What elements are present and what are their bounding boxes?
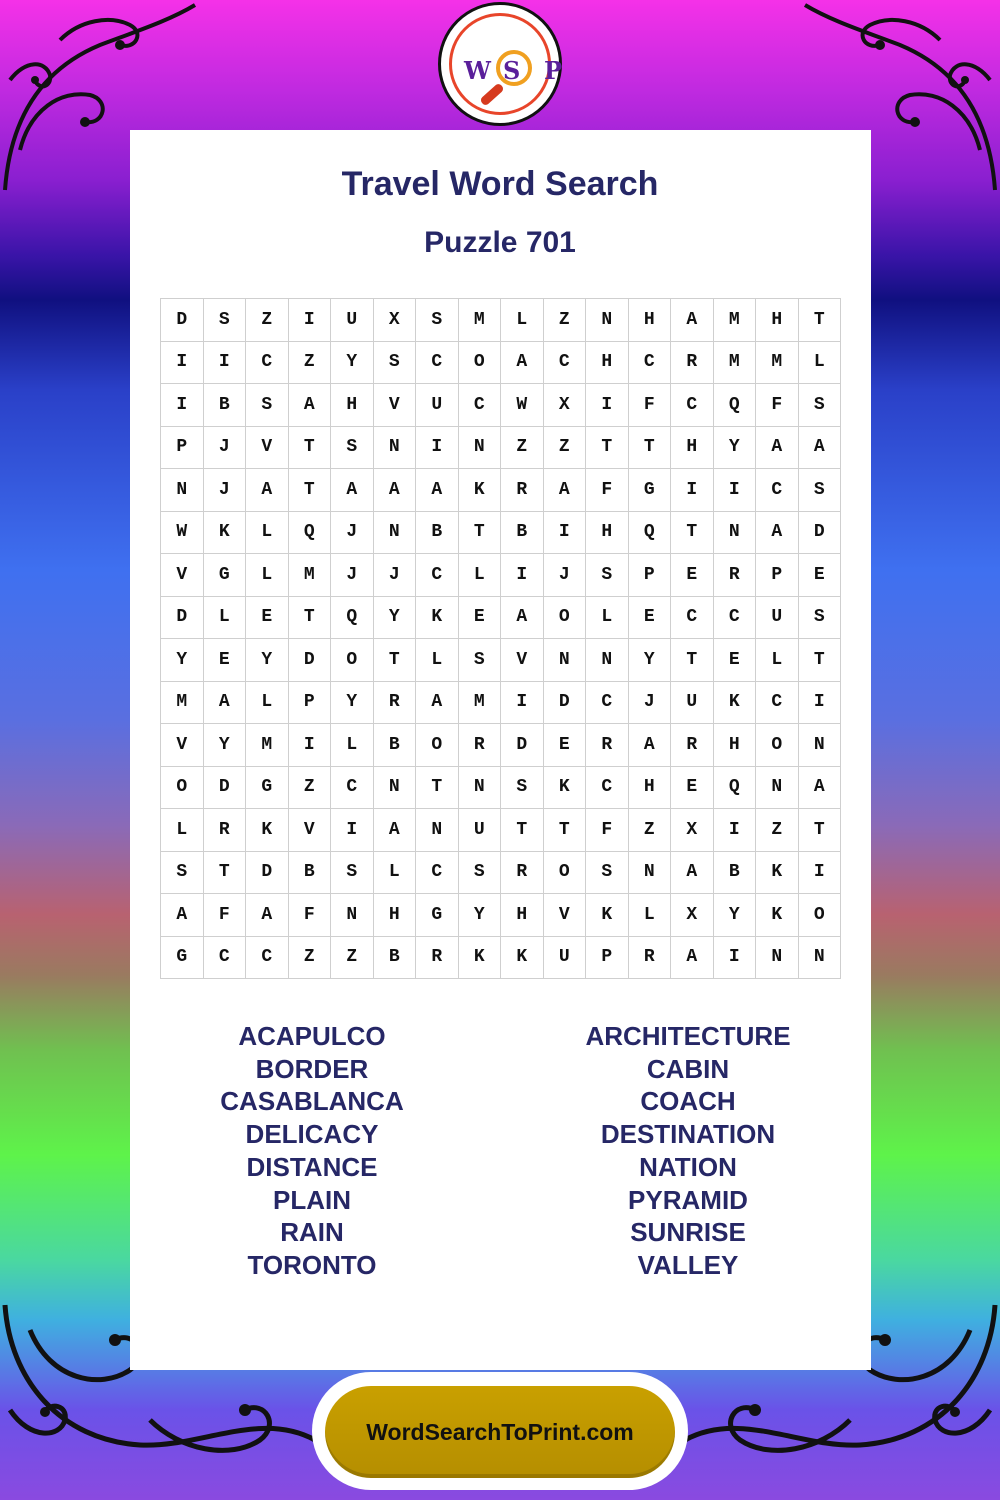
- grid-cell[interactable]: U: [544, 937, 587, 980]
- grid-cell[interactable]: R: [204, 809, 247, 852]
- grid-cell[interactable]: P: [629, 554, 672, 597]
- grid-cell[interactable]: T: [459, 512, 502, 555]
- grid-cell[interactable]: H: [374, 894, 417, 937]
- grid-cell[interactable]: E: [714, 639, 757, 682]
- grid-cell[interactable]: N: [331, 894, 374, 937]
- grid-cell[interactable]: L: [586, 597, 629, 640]
- grid-cell[interactable]: C: [671, 597, 714, 640]
- grid-cell[interactable]: C: [586, 767, 629, 810]
- grid-cell[interactable]: T: [799, 639, 842, 682]
- grid-cell[interactable]: V: [161, 724, 204, 767]
- grid-cell[interactable]: Y: [629, 639, 672, 682]
- grid-cell[interactable]: R: [714, 554, 757, 597]
- grid-cell[interactable]: H: [629, 299, 672, 342]
- grid-cell[interactable]: X: [374, 299, 417, 342]
- grid-cell[interactable]: H: [714, 724, 757, 767]
- grid-cell[interactable]: D: [161, 597, 204, 640]
- logo[interactable]: [438, 2, 562, 126]
- grid-cell[interactable]: F: [586, 469, 629, 512]
- grid-cell[interactable]: T: [374, 639, 417, 682]
- grid-cell[interactable]: S: [204, 299, 247, 342]
- grid-cell[interactable]: W: [161, 512, 204, 555]
- grid-cell[interactable]: S: [374, 342, 417, 385]
- grid-cell[interactable]: B: [374, 937, 417, 980]
- grid-cell[interactable]: S: [459, 852, 502, 895]
- grid-cell[interactable]: J: [204, 469, 247, 512]
- grid-cell[interactable]: I: [416, 427, 459, 470]
- grid-cell[interactable]: M: [714, 299, 757, 342]
- grid-cell[interactable]: M: [161, 682, 204, 725]
- word-list-item: TORONTO: [247, 1249, 377, 1280]
- grid-cell[interactable]: Z: [289, 342, 332, 385]
- grid-cell[interactable]: M: [289, 554, 332, 597]
- grid-cell[interactable]: I: [331, 809, 374, 852]
- grid-cell[interactable]: L: [629, 894, 672, 937]
- grid-cell[interactable]: K: [756, 852, 799, 895]
- grid-cell[interactable]: C: [544, 342, 587, 385]
- grid-cell[interactable]: N: [374, 512, 417, 555]
- grid-cell[interactable]: N: [586, 639, 629, 682]
- grid-cell[interactable]: Y: [374, 597, 417, 640]
- grid-cell[interactable]: L: [756, 639, 799, 682]
- grid-cell[interactable]: I: [799, 852, 842, 895]
- grid-cell[interactable]: C: [246, 342, 289, 385]
- grid-cell[interactable]: O: [416, 724, 459, 767]
- grid-cell[interactable]: R: [459, 724, 502, 767]
- grid-cell[interactable]: G: [246, 767, 289, 810]
- grid-cell[interactable]: A: [501, 597, 544, 640]
- grid-cell[interactable]: O: [331, 639, 374, 682]
- word-list-item: NATION: [639, 1151, 737, 1182]
- grid-cell[interactable]: V: [161, 554, 204, 597]
- grid-cell[interactable]: D: [501, 724, 544, 767]
- grid-cell[interactable]: T: [671, 639, 714, 682]
- grid-cell[interactable]: E: [459, 597, 502, 640]
- grid-cell[interactable]: N: [374, 767, 417, 810]
- grid-cell[interactable]: A: [374, 469, 417, 512]
- grid-cell[interactable]: C: [756, 682, 799, 725]
- grid-cell[interactable]: O: [756, 724, 799, 767]
- grid-cell[interactable]: L: [416, 639, 459, 682]
- grid-cell[interactable]: R: [501, 852, 544, 895]
- grid-cell[interactable]: I: [714, 809, 757, 852]
- grid-cell[interactable]: N: [459, 427, 502, 470]
- grid-cell[interactable]: K: [714, 682, 757, 725]
- grid-cell[interactable]: A: [416, 469, 459, 512]
- grid-cell[interactable]: C: [416, 852, 459, 895]
- grid-cell[interactable]: J: [204, 427, 247, 470]
- grid-cell[interactable]: N: [416, 809, 459, 852]
- page-title: Travel Word Search: [341, 165, 659, 203]
- grid-cell[interactable]: T: [799, 809, 842, 852]
- grid-cell[interactable]: U: [756, 597, 799, 640]
- word-list-item: SUNRISE: [630, 1217, 746, 1248]
- grid-cell[interactable]: K: [459, 469, 502, 512]
- grid-cell[interactable]: R: [586, 724, 629, 767]
- grid-cell[interactable]: L: [204, 597, 247, 640]
- grid-cell[interactable]: H: [671, 427, 714, 470]
- grid-cell[interactable]: Q: [289, 512, 332, 555]
- grid-cell[interactable]: S: [246, 384, 289, 427]
- website-button[interactable]: WordSearchToPrint.com: [325, 1386, 675, 1478]
- grid-cell[interactable]: J: [374, 554, 417, 597]
- grid-cell[interactable]: I: [501, 554, 544, 597]
- grid-cell[interactable]: E: [671, 554, 714, 597]
- word-list-item: CABIN: [646, 1053, 730, 1084]
- grid-cell[interactable]: J: [544, 554, 587, 597]
- grid-cell[interactable]: T: [586, 427, 629, 470]
- grid-cell[interactable]: A: [756, 427, 799, 470]
- grid-cell[interactable]: V: [289, 809, 332, 852]
- grid-cell[interactable]: C: [416, 554, 459, 597]
- grid-cell[interactable]: A: [799, 427, 842, 470]
- grid-cell[interactable]: N: [374, 427, 417, 470]
- word-list-item: CASABLANCA: [220, 1086, 404, 1117]
- grid-cell[interactable]: I: [501, 682, 544, 725]
- grid-cell[interactable]: L: [459, 554, 502, 597]
- grid-cell[interactable]: A: [204, 682, 247, 725]
- grid-cell[interactable]: F: [586, 809, 629, 852]
- grid-cell[interactable]: M: [246, 724, 289, 767]
- grid-cell[interactable]: A: [416, 682, 459, 725]
- grid-cell[interactable]: Z: [289, 937, 332, 980]
- grid-cell[interactable]: S: [416, 299, 459, 342]
- grid-cell[interactable]: B: [289, 852, 332, 895]
- grid-cell[interactable]: Y: [714, 427, 757, 470]
- grid-cell[interactable]: E: [544, 724, 587, 767]
- grid-cell[interactable]: I: [671, 469, 714, 512]
- grid-cell[interactable]: Y: [459, 894, 502, 937]
- grid-cell[interactable]: T: [416, 767, 459, 810]
- grid-cell[interactable]: E: [671, 767, 714, 810]
- grid-cell[interactable]: A: [289, 384, 332, 427]
- grid-cell[interactable]: E: [799, 554, 842, 597]
- grid-cell[interactable]: Q: [714, 767, 757, 810]
- grid-cell[interactable]: Q: [629, 512, 672, 555]
- grid-cell[interactable]: K: [756, 894, 799, 937]
- grid-cell[interactable]: A: [671, 937, 714, 980]
- word-list-item: BORDER: [255, 1053, 369, 1084]
- grid-cell[interactable]: N: [756, 767, 799, 810]
- grid-cell[interactable]: Z: [544, 427, 587, 470]
- grid-cell[interactable]: Z: [289, 767, 332, 810]
- grid-cell[interactable]: Q: [714, 384, 757, 427]
- grid-cell[interactable]: E: [246, 597, 289, 640]
- word-list-item: PLAIN: [273, 1184, 351, 1215]
- grid-cell[interactable]: Y: [331, 342, 374, 385]
- grid-cell[interactable]: G: [204, 554, 247, 597]
- grid-cell[interactable]: A: [161, 894, 204, 937]
- grid-cell[interactable]: H: [586, 512, 629, 555]
- grid-cell[interactable]: A: [799, 767, 842, 810]
- grid-cell[interactable]: Y: [331, 682, 374, 725]
- grid-cell[interactable]: S: [586, 554, 629, 597]
- word-list-item: ARCHITECTURE: [585, 1021, 791, 1051]
- grid-cell[interactable]: A: [544, 469, 587, 512]
- grid-cell[interactable]: Z: [544, 299, 587, 342]
- grid-cell[interactable]: S: [331, 852, 374, 895]
- grid-cell[interactable]: O: [799, 894, 842, 937]
- grid-cell[interactable]: U: [331, 299, 374, 342]
- grid-cell[interactable]: N: [756, 937, 799, 980]
- grid-cell[interactable]: S: [161, 852, 204, 895]
- grid-cell[interactable]: M: [459, 682, 502, 725]
- grid-cell[interactable]: N: [459, 767, 502, 810]
- grid-cell[interactable]: Z: [629, 809, 672, 852]
- grid-cell[interactable]: R: [501, 469, 544, 512]
- grid-cell[interactable]: E: [204, 639, 247, 682]
- grid-cell[interactable]: Z: [331, 937, 374, 980]
- word-list-item: PYRAMID: [628, 1184, 748, 1215]
- grid-cell[interactable]: O: [544, 852, 587, 895]
- grid-cell[interactable]: A: [671, 299, 714, 342]
- word-list-item: DISTANCE: [246, 1151, 378, 1182]
- grid-cell[interactable]: X: [544, 384, 587, 427]
- grid-cell[interactable]: N: [799, 724, 842, 767]
- grid-cell[interactable]: K: [459, 937, 502, 980]
- grid-cell[interactable]: A: [246, 894, 289, 937]
- grid-cell[interactable]: R: [629, 937, 672, 980]
- grid-cell[interactable]: G: [629, 469, 672, 512]
- grid-cell[interactable]: N: [799, 937, 842, 980]
- grid-cell[interactable]: S: [586, 852, 629, 895]
- grid-cell[interactable]: T: [501, 809, 544, 852]
- grid-cell[interactable]: R: [374, 682, 417, 725]
- grid-cell[interactable]: F: [629, 384, 672, 427]
- grid-cell[interactable]: Y: [204, 724, 247, 767]
- grid-cell[interactable]: N: [544, 639, 587, 682]
- letter-grid: [160, 298, 841, 979]
- grid-cell[interactable]: C: [331, 767, 374, 810]
- grid-cell[interactable]: U: [459, 809, 502, 852]
- grid-cell[interactable]: I: [161, 342, 204, 385]
- grid-cell[interactable]: Z: [501, 427, 544, 470]
- grid-cell[interactable]: E: [629, 597, 672, 640]
- grid-cell[interactable]: A: [374, 809, 417, 852]
- grid-cell[interactable]: T: [204, 852, 247, 895]
- grid-cell[interactable]: M: [459, 299, 502, 342]
- logo-letter: S: [503, 56, 521, 85]
- grid-cell[interactable]: I: [161, 384, 204, 427]
- grid-cell[interactable]: G: [161, 937, 204, 980]
- grid-cell[interactable]: S: [501, 767, 544, 810]
- grid-cell[interactable]: H: [586, 342, 629, 385]
- grid-cell[interactable]: L: [501, 299, 544, 342]
- word-list-item: VALLEY: [637, 1249, 739, 1280]
- word-list-left: [132, 1020, 492, 1282]
- word-list-item: ACAPULCO: [238, 1021, 386, 1051]
- grid-cell[interactable]: B: [714, 852, 757, 895]
- grid-cell[interactable]: K: [204, 512, 247, 555]
- grid-cell[interactable]: J: [331, 512, 374, 555]
- grid-cell[interactable]: I: [204, 342, 247, 385]
- grid-cell[interactable]: H: [331, 384, 374, 427]
- word-list-item: COACH: [640, 1086, 736, 1117]
- magnifier-handle: [479, 82, 504, 106]
- grid-cell[interactable]: L: [161, 809, 204, 852]
- grid-cell[interactable]: N: [586, 299, 629, 342]
- grid-cell[interactable]: T: [629, 427, 672, 470]
- grid-cell[interactable]: O: [544, 597, 587, 640]
- grid-cell[interactable]: P: [756, 554, 799, 597]
- grid-cell[interactable]: B: [416, 512, 459, 555]
- grid-cell[interactable]: L: [246, 554, 289, 597]
- grid-cell[interactable]: D: [246, 852, 289, 895]
- grid-cell[interactable]: C: [586, 682, 629, 725]
- grid-cell[interactable]: L: [799, 342, 842, 385]
- grid-cell[interactable]: F: [204, 894, 247, 937]
- grid-cell[interactable]: H: [629, 767, 672, 810]
- grid-cell[interactable]: X: [671, 809, 714, 852]
- logo-letter: P: [544, 56, 563, 85]
- grid-cell[interactable]: T: [799, 299, 842, 342]
- logo-ring: [449, 13, 563, 115]
- grid-cell[interactable]: N: [161, 469, 204, 512]
- grid-cell[interactable]: I: [544, 512, 587, 555]
- grid-cell[interactable]: C: [204, 937, 247, 980]
- grid-cell[interactable]: J: [629, 682, 672, 725]
- grid-cell[interactable]: V: [246, 427, 289, 470]
- grid-cell[interactable]: M: [756, 342, 799, 385]
- grid-cell[interactable]: H: [501, 894, 544, 937]
- grid-cell[interactable]: B: [374, 724, 417, 767]
- grid-cell[interactable]: J: [331, 554, 374, 597]
- word-list-item: RAIN: [280, 1217, 344, 1248]
- grid-cell[interactable]: A: [246, 469, 289, 512]
- grid-cell[interactable]: V: [501, 639, 544, 682]
- grid-cell[interactable]: Y: [161, 639, 204, 682]
- grid-cell[interactable]: D: [161, 299, 204, 342]
- grid-cell[interactable]: C: [246, 937, 289, 980]
- grid-cell[interactable]: I: [289, 724, 332, 767]
- grid-cell[interactable]: P: [586, 937, 629, 980]
- grid-cell[interactable]: T: [289, 597, 332, 640]
- grid-cell[interactable]: K: [246, 809, 289, 852]
- grid-cell[interactable]: L: [246, 682, 289, 725]
- grid-cell[interactable]: X: [671, 894, 714, 937]
- grid-cell[interactable]: P: [289, 682, 332, 725]
- grid-cell[interactable]: K: [544, 767, 587, 810]
- word-list-item: DELICACY: [245, 1119, 379, 1150]
- grid-cell[interactable]: S: [799, 384, 842, 427]
- grid-cell[interactable]: Z: [246, 299, 289, 342]
- grid-cell[interactable]: A: [331, 469, 374, 512]
- grid-cell[interactable]: K: [416, 597, 459, 640]
- grid-cell[interactable]: C: [756, 469, 799, 512]
- grid-cell[interactable]: A: [629, 724, 672, 767]
- grid-cell[interactable]: T: [289, 427, 332, 470]
- grid-cell[interactable]: N: [714, 512, 757, 555]
- grid-cell[interactable]: Z: [756, 809, 799, 852]
- grid-cell[interactable]: D: [289, 639, 332, 682]
- grid-cell[interactable]: S: [459, 639, 502, 682]
- grid-cell[interactable]: U: [416, 384, 459, 427]
- grid-cell[interactable]: C: [459, 384, 502, 427]
- puzzle-number: Puzzle 701: [424, 226, 576, 259]
- grid-cell[interactable]: I: [799, 682, 842, 725]
- grid-cell[interactable]: L: [374, 852, 417, 895]
- grid-cell[interactable]: T: [544, 809, 587, 852]
- grid-cell[interactable]: V: [544, 894, 587, 937]
- grid-cell[interactable]: R: [671, 724, 714, 767]
- word-list-item: DESTINATION: [600, 1119, 776, 1150]
- grid-cell[interactable]: U: [671, 682, 714, 725]
- grid-cell[interactable]: I: [289, 299, 332, 342]
- grid-cell[interactable]: D: [544, 682, 587, 725]
- grid-cell[interactable]: S: [799, 469, 842, 512]
- grid-cell[interactable]: L: [246, 512, 289, 555]
- grid-cell[interactable]: B: [204, 384, 247, 427]
- grid-cell[interactable]: B: [501, 512, 544, 555]
- grid-cell[interactable]: A: [501, 342, 544, 385]
- grid-cell[interactable]: O: [459, 342, 502, 385]
- grid-cell[interactable]: K: [586, 894, 629, 937]
- grid-cell[interactable]: V: [374, 384, 417, 427]
- grid-cell[interactable]: T: [671, 512, 714, 555]
- grid-cell[interactable]: F: [289, 894, 332, 937]
- grid-cell[interactable]: I: [714, 469, 757, 512]
- grid-cell[interactable]: D: [799, 512, 842, 555]
- grid-cell[interactable]: C: [416, 342, 459, 385]
- grid-cell[interactable]: C: [714, 597, 757, 640]
- grid-cell[interactable]: N: [629, 852, 672, 895]
- word-list-right: [508, 1020, 868, 1282]
- grid-cell[interactable]: A: [756, 512, 799, 555]
- grid-cell[interactable]: P: [161, 427, 204, 470]
- grid-cell[interactable]: S: [331, 427, 374, 470]
- grid-cell[interactable]: K: [501, 937, 544, 980]
- grid-cell[interactable]: R: [671, 342, 714, 385]
- grid-cell[interactable]: W: [501, 384, 544, 427]
- grid-cell[interactable]: G: [416, 894, 459, 937]
- grid-cell[interactable]: I: [714, 937, 757, 980]
- grid-cell[interactable]: H: [756, 299, 799, 342]
- grid-cell[interactable]: T: [289, 469, 332, 512]
- grid-cell[interactable]: O: [161, 767, 204, 810]
- logo-letter: W: [464, 56, 491, 85]
- grid-cell[interactable]: Y: [246, 639, 289, 682]
- grid-cell[interactable]: F: [756, 384, 799, 427]
- grid-cell[interactable]: M: [714, 342, 757, 385]
- grid-cell[interactable]: I: [586, 384, 629, 427]
- grid-cell[interactable]: A: [671, 852, 714, 895]
- grid-cell[interactable]: R: [416, 937, 459, 980]
- grid-cell[interactable]: C: [671, 384, 714, 427]
- grid-cell[interactable]: Y: [714, 894, 757, 937]
- grid-cell[interactable]: D: [204, 767, 247, 810]
- grid-cell[interactable]: Q: [331, 597, 374, 640]
- grid-cell[interactable]: S: [799, 597, 842, 640]
- grid-cell[interactable]: L: [331, 724, 374, 767]
- grid-cell[interactable]: C: [629, 342, 672, 385]
